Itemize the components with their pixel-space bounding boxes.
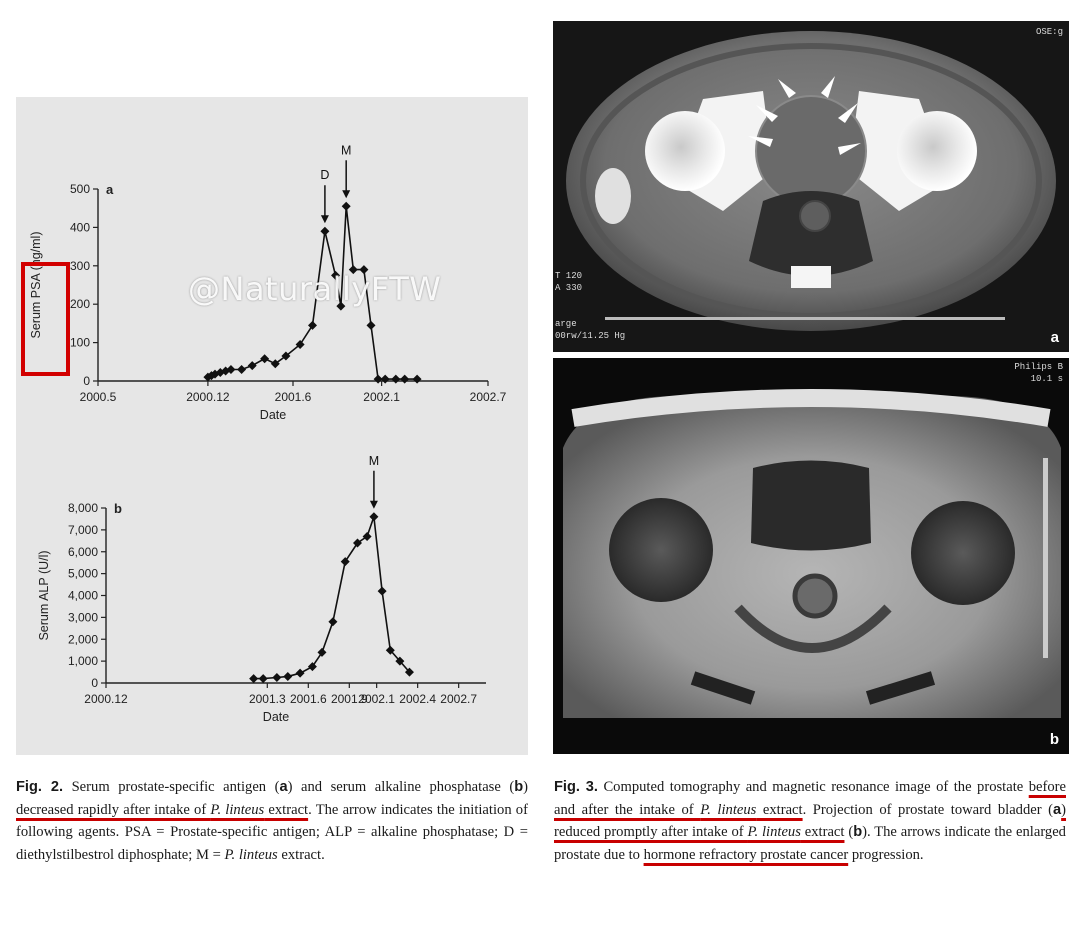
fig3-cap-t2: . Projection of prostate toward bladder (	[802, 801, 1054, 818]
psa-chart	[16, 97, 528, 437]
data-point	[296, 669, 305, 678]
fig3-cap-u1: before and after the intake of	[554, 779, 1066, 818]
y-tick-label: 100	[69, 335, 90, 350]
data-point	[400, 375, 409, 384]
data-point	[391, 375, 400, 384]
fig2-cap-u1: decreased rapidly after intake of	[16, 801, 211, 818]
panel-label: b	[114, 501, 122, 516]
x-axis-label: Date	[259, 408, 287, 422]
ct-meta-left1: T 120	[555, 271, 583, 281]
mr-meta-right2: 10.1 s	[1030, 374, 1063, 384]
series-line	[254, 517, 410, 679]
x-axis-label: Date	[262, 710, 290, 724]
annotation-arrowhead	[370, 501, 378, 509]
annotation-label: M	[368, 453, 380, 468]
fig2-cap-u1-end: extract	[264, 801, 309, 818]
ct-meta-left4: 00rw/11.25 Hg	[555, 331, 626, 341]
data-point	[248, 361, 257, 370]
annotation-arrowhead	[321, 215, 329, 223]
data-point	[308, 662, 317, 671]
fig2-cap-underline	[16, 802, 308, 818]
data-point	[328, 617, 337, 626]
data-point	[249, 674, 258, 683]
fig3-cap-t1: Computed tomography and magnetic resonance image of the prostate	[597, 779, 1029, 795]
mr-panel-label: b	[1049, 731, 1059, 748]
data-point	[413, 375, 422, 384]
mr-scan-drawing	[553, 358, 1069, 754]
y-tick-label: 6,000	[67, 544, 98, 559]
y-axis-label: Serum ALP (U/l)	[37, 550, 51, 641]
panel-label: a	[106, 182, 114, 197]
mr-scan-image	[553, 358, 1069, 754]
x-tick-label: 2002.7	[440, 692, 478, 706]
data-point	[367, 321, 376, 330]
y-tick-label: 0	[91, 676, 98, 690]
fig2-cap-t4: . The arrow indicates the initiation of following agents. PSA = Prostate-specific antigen; ALP = alkaline phosphatase; D = diethylstilbestrol diphosphate; M =	[16, 801, 528, 863]
data-point	[272, 673, 281, 682]
y-tick-label: 8,000	[67, 501, 98, 515]
x-tick-label: 2002.4	[399, 692, 437, 706]
mr-meta-right1: Philips B	[1014, 362, 1063, 372]
fig3-cap-t4: ). The arrows indicate the enlarged prostate due to	[554, 824, 1066, 863]
ct-scan-image	[553, 21, 1069, 352]
data-point	[363, 532, 372, 541]
fig2-cap-t3: )	[523, 779, 529, 795]
data-point	[259, 674, 268, 683]
data-point	[369, 512, 378, 521]
fig2-cap-b: b	[514, 779, 524, 795]
fig2-label: Fig. 2.	[16, 779, 64, 795]
alp-chart	[16, 437, 528, 755]
x-tick-label: 2000.12	[84, 692, 128, 706]
fig2-cap-t4-italic: P. linteus	[224, 846, 278, 863]
fig3-label: Fig. 3.	[554, 779, 598, 795]
fig3-cap-t3: (	[844, 824, 854, 840]
y-axis-label: Serum PSA (ng/ml)	[29, 231, 43, 339]
x-tick-label: 2000.12	[186, 390, 230, 404]
y-tick-label: 1,000	[67, 654, 98, 669]
data-point	[378, 587, 387, 596]
x-tick-label: 2000.5	[79, 390, 117, 404]
fig2-cap-u1-italic: P. linteus	[210, 801, 265, 818]
fig3-cap-u1-italic: P. linteus	[700, 801, 757, 818]
data-point	[237, 365, 246, 374]
ct-meta-left2: A 330	[555, 283, 583, 293]
data-point	[341, 557, 350, 566]
y-tick-label: 300	[69, 258, 90, 273]
x-tick-label: 2001.6	[274, 390, 312, 404]
data-point	[320, 227, 329, 236]
data-point	[353, 539, 362, 548]
fig3-cap-underline-3: hormone refractory prostate cancer	[643, 846, 849, 863]
ct-panel-label: a	[1050, 329, 1059, 346]
fig2-cap-a: a	[279, 779, 288, 795]
watermark: @NaturallyFTW	[188, 270, 442, 308]
x-tick-label: 2001.3	[248, 692, 286, 706]
x-tick-label: 2001.9	[330, 692, 368, 706]
x-tick-label: 2001.6	[289, 692, 327, 706]
data-point	[342, 202, 351, 211]
ct-meta-left3: arge	[555, 319, 577, 329]
x-tick-label: 2002.1	[358, 692, 395, 706]
annotation-arrowhead	[342, 190, 350, 198]
fig3-cap-b: b	[853, 824, 863, 840]
y-tick-label: 200	[69, 297, 90, 312]
fig2-cap-t1: Serum prostate-specific antigen (	[63, 779, 280, 795]
annotation-label: M	[340, 143, 352, 158]
ct-scan-drawing	[553, 21, 1069, 352]
y-tick-label: 5,000	[67, 566, 98, 581]
y-tick-label: 3,000	[67, 610, 98, 625]
figure-3-caption	[554, 776, 1066, 866]
fig3-cap-u1-end: extract	[756, 801, 803, 818]
ct-meta-right: OSE:g	[1035, 27, 1063, 37]
y-tick-label: 2,000	[67, 632, 98, 647]
y-tick-label: 400	[69, 220, 90, 235]
data-point	[308, 321, 317, 330]
x-tick-label: 2002.1	[363, 390, 400, 404]
fig2-cap-t2: ) and serum alkaline phosphatase (	[287, 779, 515, 795]
fig3-cap-u2-italic: P. linteus	[747, 824, 801, 840]
fig3-cap-t5: progression.	[848, 846, 924, 863]
data-point	[283, 672, 292, 681]
fig2-cap-t5: extract.	[277, 846, 325, 863]
y-tick-label: 4,000	[67, 588, 98, 603]
y-tick-label: 7,000	[67, 522, 98, 537]
y-tick-label: 500	[69, 182, 90, 196]
y-tick-label: 0	[83, 374, 90, 388]
fig3-cap-a: a	[1053, 801, 1062, 818]
data-point	[260, 354, 269, 363]
data-point	[317, 648, 326, 657]
fig3-cap-u2-end: extract	[800, 824, 845, 840]
x-tick-label: 2002.7	[469, 390, 507, 404]
figure-2-caption	[16, 776, 528, 866]
highlight-box	[21, 262, 70, 376]
annotation-label: D	[320, 168, 330, 183]
fig3-cap-u2: ) reduced promptly after intake of	[554, 801, 1067, 840]
